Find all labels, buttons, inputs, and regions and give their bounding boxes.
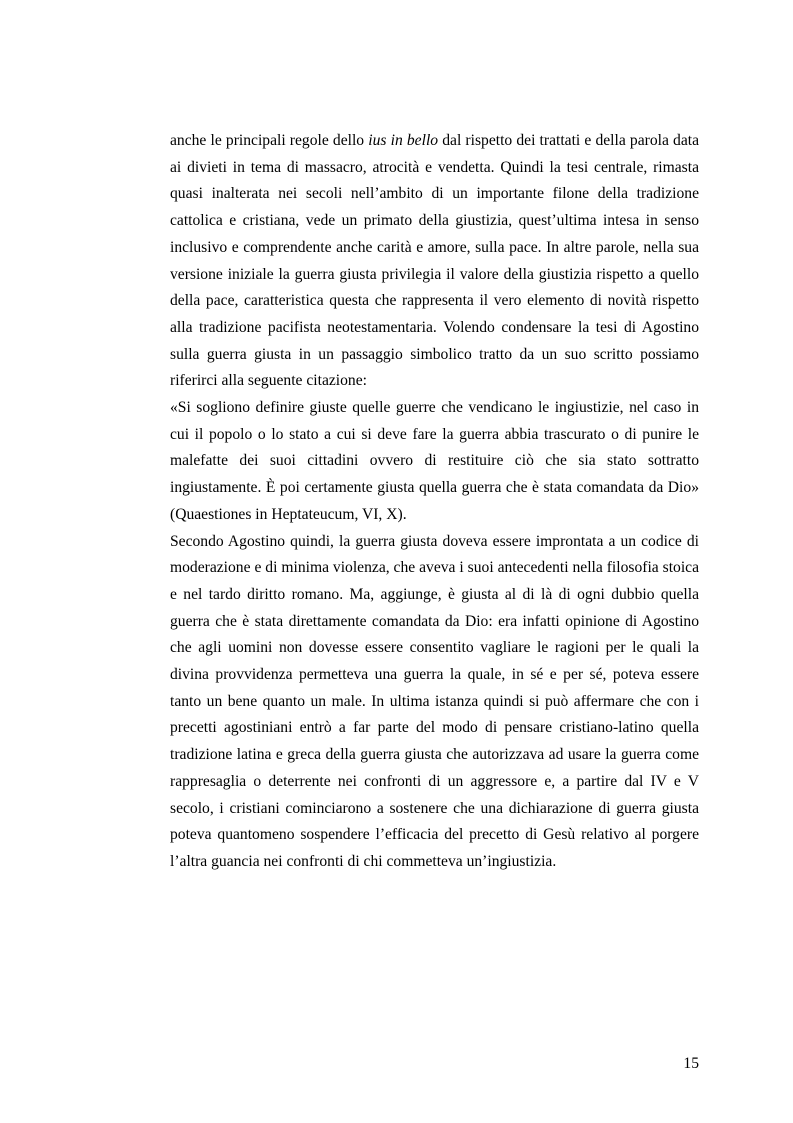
latin-term-ius-in-bello: ius in bello bbox=[368, 132, 439, 149]
body-text bbox=[170, 128, 699, 876]
paragraph-quotation: «Si sogliono definire giuste quelle guerre che vendicano le ingiustizie, nel caso in cui il popolo o lo stato a cui si deve fare la guerra abbia trascurato o di punire le malefatte dei suoi cittadini ovvero di restituire ciò che sia stato sottratto ingiustamente. È poi certamente giusta quella guerra che è stata comandata da Dio» (Quaestiones in Heptateucum, VI, X). bbox=[170, 399, 699, 523]
page-number: 15 bbox=[683, 1055, 699, 1072]
paragraph-1-body: dal rispetto dei trattati e della parola data ai divieti in tema di massacro, atrocità e vendetta. Quindi la tesi centrale, rimasta quasi inalterata nei secoli nell’ambito di un importante filone della tradizione cattolica e cristiana, vede un primato della giustizia, quest’ultima intesa in senso inclusivo e comprendente anche carità e amore, sulla pace. In altre parole, nella sua versione iniziale la guerra giusta privilegia il valore della giustizia rispetto a quello della pace, caratteristica questa che rappresenta il vero elemento di novità rispetto alla tradizione pacifista neotestamentaria. Volendo condensare la tesi di Agostino sulla guerra giusta in un passaggio simbolico tratto da un suo scritto possiamo riferirci alla seguente citazione: bbox=[170, 132, 699, 390]
paragraph-3: Secondo Agostino quindi, la guerra giusta doveva essere improntata a un codice di moderazione e di minima violenza, che aveva i suoi antecedenti nella filosofia stoica e nel tardo diritto romano. Ma, aggiunge, è giusta al di là di ogni dubbio quella guerra che è stata direttamente comandata da Dio: era infatti opinione di Agostino che agli uomini non dovesse essere consentito vagliare le ragioni per le quali la divina provvidenza permetteva una guerra la quale, in sé e per sé, poteva essere tanto un bene quanto un male. In ultima istanza quindi si può affermare che con i precetti agostiniani entrò a far parte del modo di pensare cristiano-latino quella tradizione latina e greca della guerra giusta che autorizzava ad usare la guerra come rappresaglia o deterrente nei confronti di un aggressore e, a partire dal IV e V secolo, i cristiani cominciarono a sostenere che una dichiarazione di guerra giusta poteva quantomeno sospendere l’efficacia del precetto di Gesù relativo al porgere l’altra guancia nei confronti di chi commetteva un’ingiustizia. bbox=[170, 532, 699, 870]
paragraph-1-lead: anche le principali regole dello bbox=[170, 132, 369, 149]
paragraph-1 bbox=[170, 128, 699, 395]
